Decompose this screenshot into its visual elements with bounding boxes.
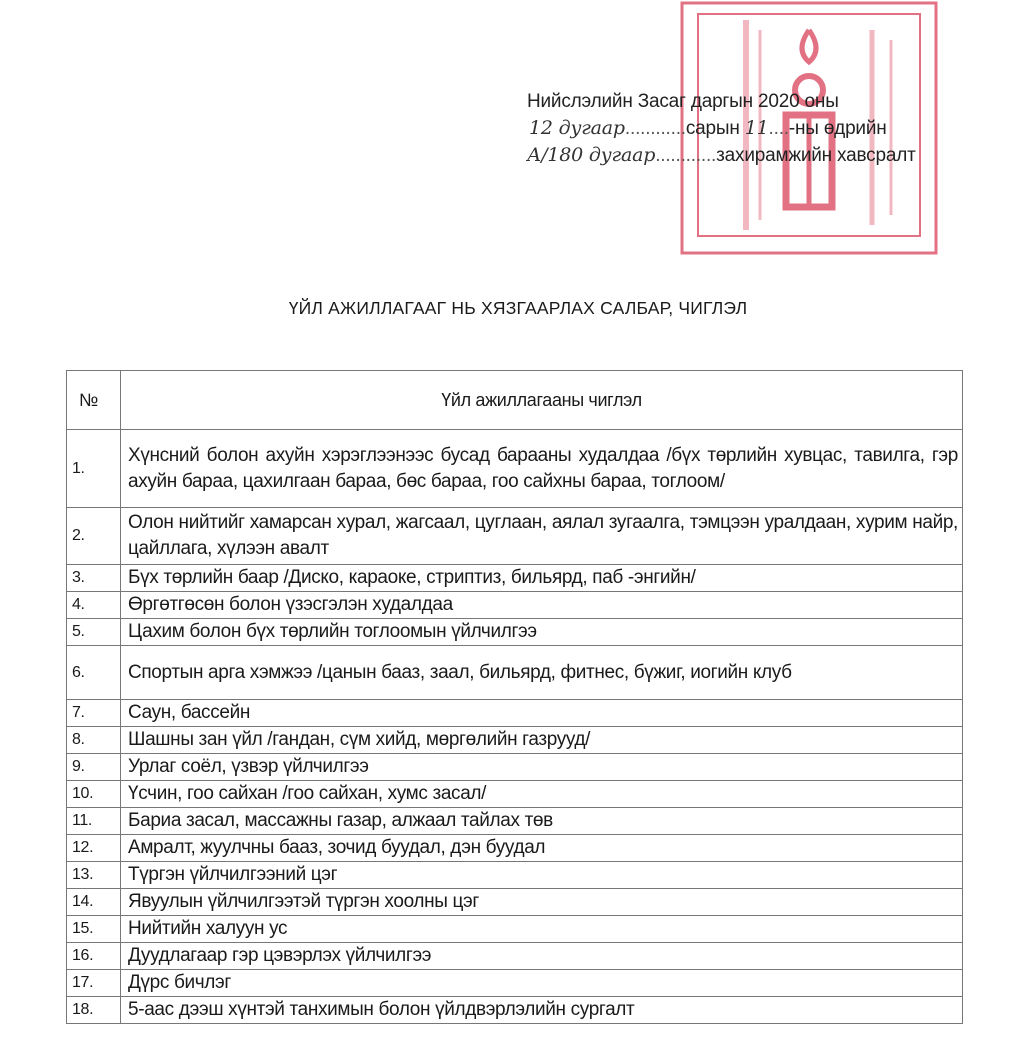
- row-number: 17.: [67, 970, 121, 997]
- row-number: 8.: [67, 727, 121, 754]
- attachment-line-3: [527, 142, 916, 169]
- row-activity: Саун, бассейн: [121, 700, 963, 727]
- attachment-note: [527, 88, 916, 169]
- row-number: 4.: [67, 592, 121, 619]
- order-label: захирамжийн хавсралт: [716, 145, 916, 166]
- attachment-line-1: Нийслэлийн Засаг даргын 2020 оны: [527, 91, 839, 112]
- table-row: [67, 808, 963, 835]
- row-activity: Дуудлагаар гэр цэвэрлэх үйлчилгээ: [121, 943, 963, 970]
- table-row: [67, 835, 963, 862]
- table-row: [67, 619, 963, 646]
- table-row: [67, 727, 963, 754]
- row-activity: Спортын арга хэмжээ /цанын бааз, заал, бильярд, фитнес, бүжиг, иогийн клуб: [121, 646, 963, 700]
- document-title: ҮЙЛ АЖИЛЛАГААГ НЬ ХЯЗГААРЛАХ САЛБАР, ЧИГЛЭЛ: [288, 298, 748, 318]
- table-row: [67, 943, 963, 970]
- table-row: [67, 997, 963, 1024]
- table-row: [67, 565, 963, 592]
- table-row: [67, 862, 963, 889]
- row-number: 10.: [67, 781, 121, 808]
- row-activity: Түргэн үйлчилгээний цэг: [121, 862, 963, 889]
- handwritten-month: 12 дугаар: [529, 117, 625, 139]
- restricted-activities-table: [66, 370, 963, 1024]
- table-row: [67, 889, 963, 916]
- header-activity: Үйл ажиллагааны чиглэл: [121, 371, 963, 430]
- handwritten-day: 11: [744, 117, 769, 139]
- row-activity: 5-аас дээш хүнтэй танхимын болон үйлдвэрлэлийн сургалт: [121, 997, 963, 1024]
- row-number: 15.: [67, 916, 121, 943]
- table-row: [67, 700, 963, 727]
- row-activity: Урлаг соёл, үзвэр үйлчилгээ: [121, 754, 963, 781]
- row-number: 5.: [67, 619, 121, 646]
- table-row: [67, 754, 963, 781]
- dots: ....: [768, 118, 789, 139]
- attachment-line-2: [529, 115, 916, 142]
- row-number: 14.: [67, 889, 121, 916]
- month-label: сарын: [685, 118, 740, 139]
- row-number: 11.: [67, 808, 121, 835]
- row-activity: Хүнсний болон ахуйн хэрэглээнээс бусад барааны худалдаа /бүх төрлийн хувцас, тавилга, гэр ахуйн бараа, цахилгаан бараа, бөс бараа, гоо сайхны бараа, тоглоом/: [121, 430, 963, 508]
- row-number: 18.: [67, 997, 121, 1024]
- row-number: 6.: [67, 646, 121, 700]
- row-activity: Үсчин, гоо сайхан /гоо сайхан, хумс засал/: [121, 781, 963, 808]
- table-row: [67, 781, 963, 808]
- row-activity: Явуулын үйлчилгээтэй түргэн хоолны цэг: [121, 889, 963, 916]
- row-number: 7.: [67, 700, 121, 727]
- header-number: №: [67, 371, 121, 430]
- row-number: 9.: [67, 754, 121, 781]
- row-activity: Бүх төрлийн баар /Диско, караоке, стриптиз, бильярд, паб -энгийн/: [121, 565, 963, 592]
- row-activity: Нийтийн халуун ус: [121, 916, 963, 943]
- row-activity: Бариа засал, массажны газар, алжаал тайлах төв: [121, 808, 963, 835]
- table-row: [67, 916, 963, 943]
- row-number: 3.: [67, 565, 121, 592]
- row-activity: Олон нийтийг хамарсан хурал, жагсаал, цуглаан, аялал зугаалга, тэмцээн уралдаан, хурим найр, цайллага, хүлээн авалт: [121, 508, 963, 565]
- row-number: 13.: [67, 862, 121, 889]
- dots: ............: [655, 145, 717, 166]
- table-row: [67, 508, 963, 565]
- day-label: -ны өдрийн: [788, 118, 887, 139]
- row-activity: Өргөтгөсөн болон үзэсгэлэн худалдаа: [121, 592, 963, 619]
- row-activity: Шашны зан үйл /гандан, сүм хийд, мөргөлийн газрууд/: [121, 727, 963, 754]
- table-row: [67, 592, 963, 619]
- handwritten-order-number: А/180 дугаар: [527, 144, 656, 166]
- dots: ............: [624, 118, 686, 139]
- table-row: [67, 970, 963, 997]
- row-number: 12.: [67, 835, 121, 862]
- row-activity: Дүрс бичлэг: [121, 970, 963, 997]
- row-activity: Амралт, жуулчны бааз, зочид буудал, дэн буудал: [121, 835, 963, 862]
- row-number: 16.: [67, 943, 121, 970]
- row-number: 1.: [67, 430, 121, 508]
- table-row: [67, 646, 963, 700]
- row-activity: Цахим болон бүх төрлийн тоглоомын үйлчилгээ: [121, 619, 963, 646]
- table-row: [67, 430, 963, 508]
- row-number: 2.: [67, 508, 121, 565]
